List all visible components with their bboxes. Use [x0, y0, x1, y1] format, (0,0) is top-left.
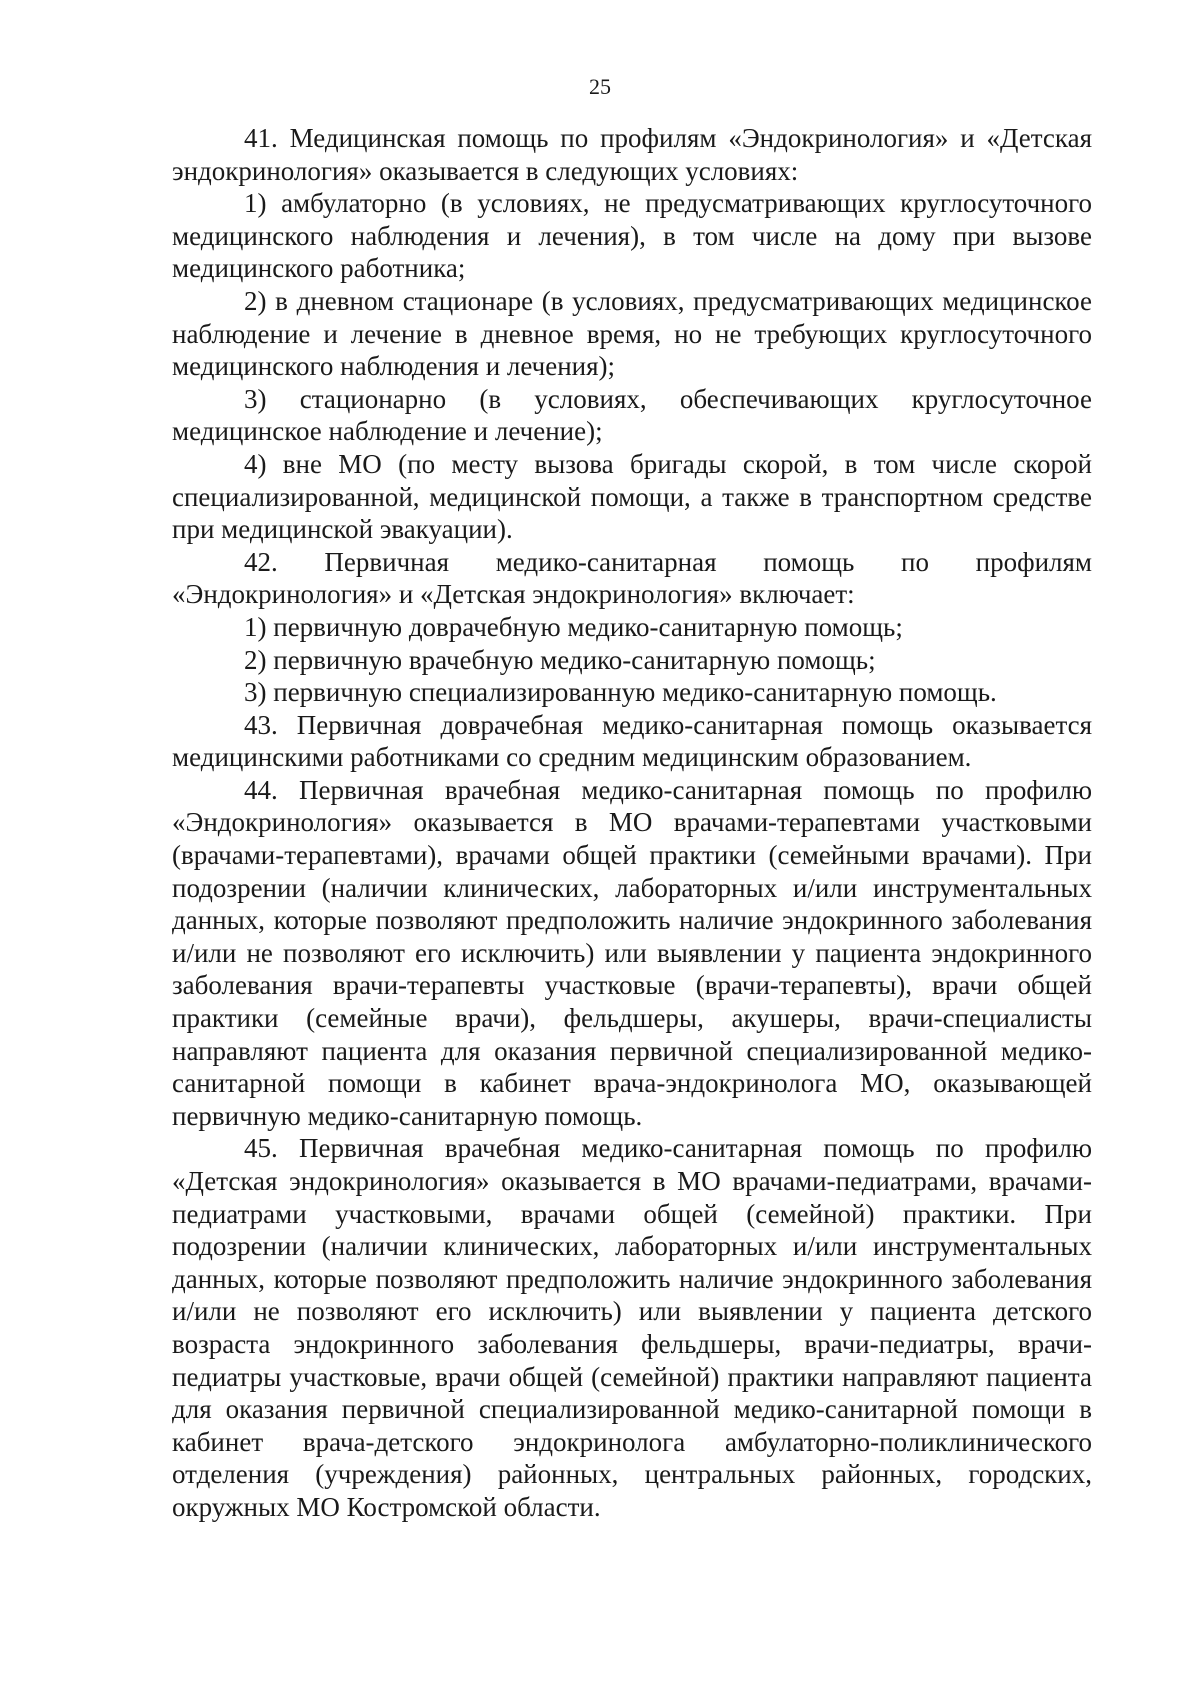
- paragraph-44: 44. Первичная врачебная медико-санитарная помощь по профилю «Эндокринология» оказывается в МО врачами-терапевтами участковыми (врачами-терапевтами), врачами общей практики (семейными врачами). При подозрении (наличии клинических, лабораторных и/или инструментальных данных, которые позволяют предположить наличие эндокринного заболевания и/или не позволяют его исключить) или выявлении у пациента эндокринного заболевания врачи-терапевты участковые (врачи-терапевты), врачи общей практики (семейные врачи), фельдшеры, акушеры, врачи-специалисты направляют пациента для оказания первичной специализированной медико-санитарной помощи в кабинет врача-эндокринолога МО, оказывающей первичную медико-санитарную помощь.: [172, 774, 1092, 1131]
- paragraph-41-item-1: 1) амбулаторно (в условиях, не предусматривающих круглосуточного медицинского наблюдения и лечения), в том числе на дому при вызове медицинского работника;: [172, 188, 1092, 284]
- paragraph-45: 45. Первичная врачебная медико-санитарная помощь по профилю «Детская эндокринология» оказывается в МО врачами-педиатрами, врачами-педиатрами участковыми, врачами общей (семейной) практики. При подозрении (наличии клинических, лабораторных и/или инструментальных данных, которые позволяют предположить наличие эндокринного заболевания и/или не позволяют его исключить) или выявлении у пациента детского возраста эндокринного заболевания фельдшеры, врачи-педиатры, врачи-педиатры участковые, врачи общей (семейной) практики направляют пациента для оказания первичной специализированной медико-санитарной помощи в кабинет врача-детского эндокринолога амбулаторно-поликлинического отделения (учреждения) районных, центральных районных, городских, окружных МО Костромской области.: [172, 1133, 1092, 1522]
- paragraph-41: 41. Медицинская помощь по профилям «Эндокринология» и «Детская эндокринология» оказывается в следующих условиях:: [172, 123, 1092, 186]
- paragraph-41-item-4: 4) вне МО (по месту вызова бригады скорой, в том числе скорой специализированной, медицинской помощи, а также в транспортном средстве при медицинской эвакуации).: [172, 448, 1092, 545]
- paragraph-42: 42. Первичная медико-санитарная помощь по профилям «Эндокринология» и «Детская эндокринология» включает:: [172, 546, 1092, 610]
- document-body: [172, 122, 1092, 1524]
- paragraph-42-item-3: 3) первичную специализированную медико-санитарную помощь.: [244, 677, 997, 708]
- paragraph-41-item-3: 3) стационарно (в условиях, обеспечивающих круглосуточное медицинское наблюдение и лечение);: [172, 383, 1092, 447]
- paragraph-43: 43. Первичная доврачебная медико-санитарная помощь оказывается медицинскими работниками со средним медицинским образованием.: [172, 709, 1092, 773]
- page-number: 25: [589, 74, 611, 99]
- paragraph-41-item-2: 2) в дневном стационаре (в условиях, предусматривающих медицинское наблюдение и лечение в дневное время, но не требующих круглосуточного медицинского наблюдения и лечения);: [172, 285, 1092, 382]
- paragraph-42-item-1: 1) первичную доврачебную медико-санитарную помощь;: [244, 611, 903, 642]
- paragraph-42-item-2: 2) первичную врачебную медико-санитарную помощь;: [244, 644, 876, 675]
